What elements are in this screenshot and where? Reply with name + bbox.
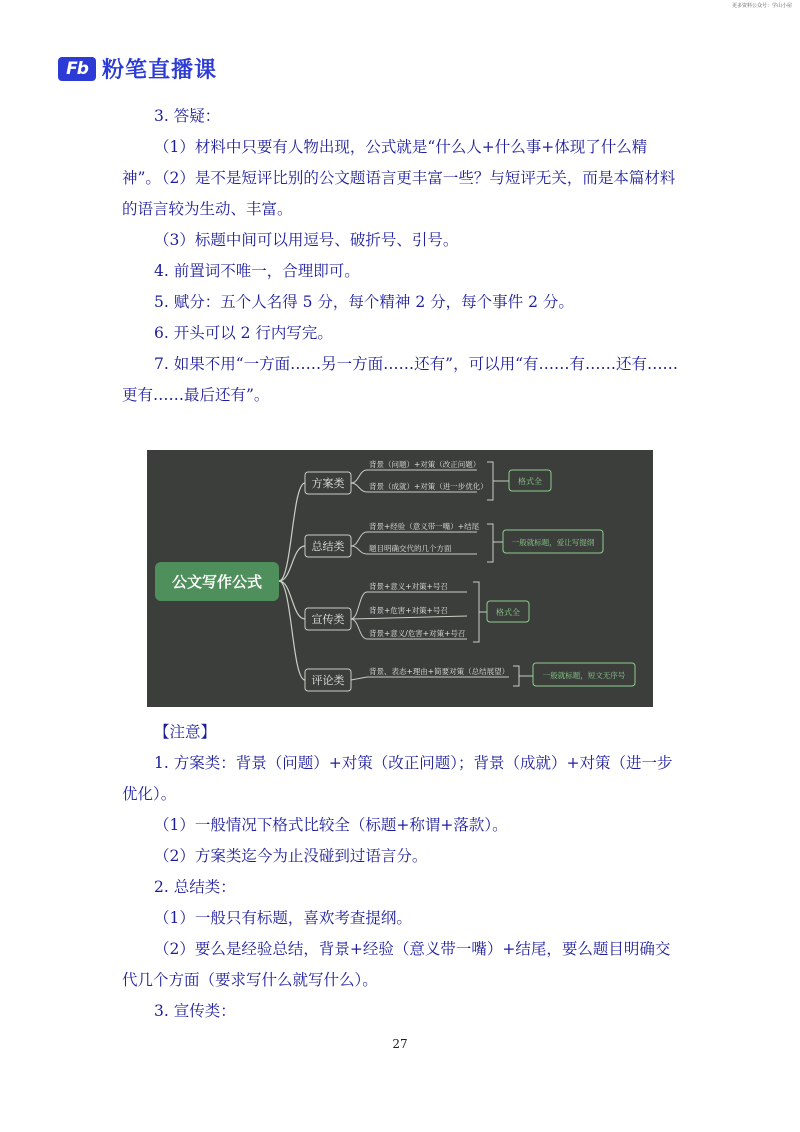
branch-4-item-1: 背景、表态+理由+简要对策（总结展望）: [369, 667, 510, 676]
branch-3-item-2: 背景+危害+对策+号召: [369, 606, 448, 615]
branch-2-item-1: 背景+经验（意义带一嘴）+结尾: [369, 522, 480, 531]
point-6: 6. 开头可以 2 行内写完。: [154, 324, 333, 342]
branch-1-item-1: 背景（问题）+对策（改正问题）: [369, 460, 481, 469]
logo-text: 粉笔直播课: [102, 58, 218, 83]
point-5: 5. 赋分：五个人名得 5 分，每个精神 2 分，每个事件 2 分。: [154, 293, 574, 311]
branch-2-item-2: 题目明确交代的几个方面: [369, 544, 452, 553]
notice-1-1: （1）一般情况下格式比较全（标题+称谓+落款）。: [154, 816, 508, 834]
point-7: 7. 如果不用“一方面……另一方面……还有”，可以用“有……有……还有……更有……最后还有”。: [122, 355, 678, 404]
answer-2: （2）是不是短评比别的公文题语言更丰富一些？与短评无关，而是本篇材料的语言较为生动、丰富。: [122, 169, 676, 218]
answer-1: （1）材料中只要有人物出现，公式就是“什么人+什么事+体现了什么精神”。: [122, 138, 648, 187]
page-number: 27: [392, 1037, 408, 1051]
branch-label-4: 评论类: [311, 674, 345, 687]
branch-label-3: 宣传类: [311, 613, 345, 626]
notice-1-2: （2）方案类迄今为止没碰到过语言分。: [154, 847, 428, 865]
branch-1-item-2: 背景（成就）+对策（进一步优化）: [369, 482, 488, 491]
branch-3-item-1: 背景+意义+对策+号召: [369, 582, 448, 591]
brand-logo: [58, 53, 217, 84]
notice-3: 3. 宣传类：: [154, 1002, 236, 1020]
notice-2-2: （2）要么是经验总结，背景+经验（意义带一嘴）+结尾，要么题目明确交代几个方面（要求写什么就写什么）。: [122, 940, 671, 989]
logo-mark: Fb: [58, 57, 96, 81]
root-label: 公文写作公式: [171, 573, 263, 591]
corner-note: 更多资料公众号：学山小屋: [731, 3, 792, 9]
branch-label-2: 总结类: [311, 540, 345, 553]
point-4: 4. 前置词不唯一，合理即可。: [154, 262, 360, 280]
branch-label-1: 方案类: [311, 477, 345, 490]
notice-heading: 【注意】: [154, 723, 217, 741]
notice-1: 1. 方案类：背景（问题）+对策（改正问题）；背景（成就）+对策（进一步优化）。: [122, 754, 673, 803]
branch-1-note: 格式全: [518, 477, 542, 486]
branch-3-note: 格式全: [496, 608, 520, 617]
answer-heading: 3. 答疑：: [154, 107, 221, 125]
branch-4-note: 一般就标题，短文无序号: [542, 671, 626, 680]
formula-mind-map: [147, 450, 653, 707]
notice-2: 2. 总结类：: [154, 878, 236, 896]
branch-2-note: 一般就标题，爱让写提纲: [511, 538, 595, 547]
branch-3-item-3: 背景+意义/危害+对策+号召: [369, 629, 466, 638]
notice-2-1: （1）一般只有标题，喜欢考查提纲。: [154, 909, 412, 927]
answer-3: （3）标题中间可以用逗号、破折号、引号。: [154, 231, 459, 249]
